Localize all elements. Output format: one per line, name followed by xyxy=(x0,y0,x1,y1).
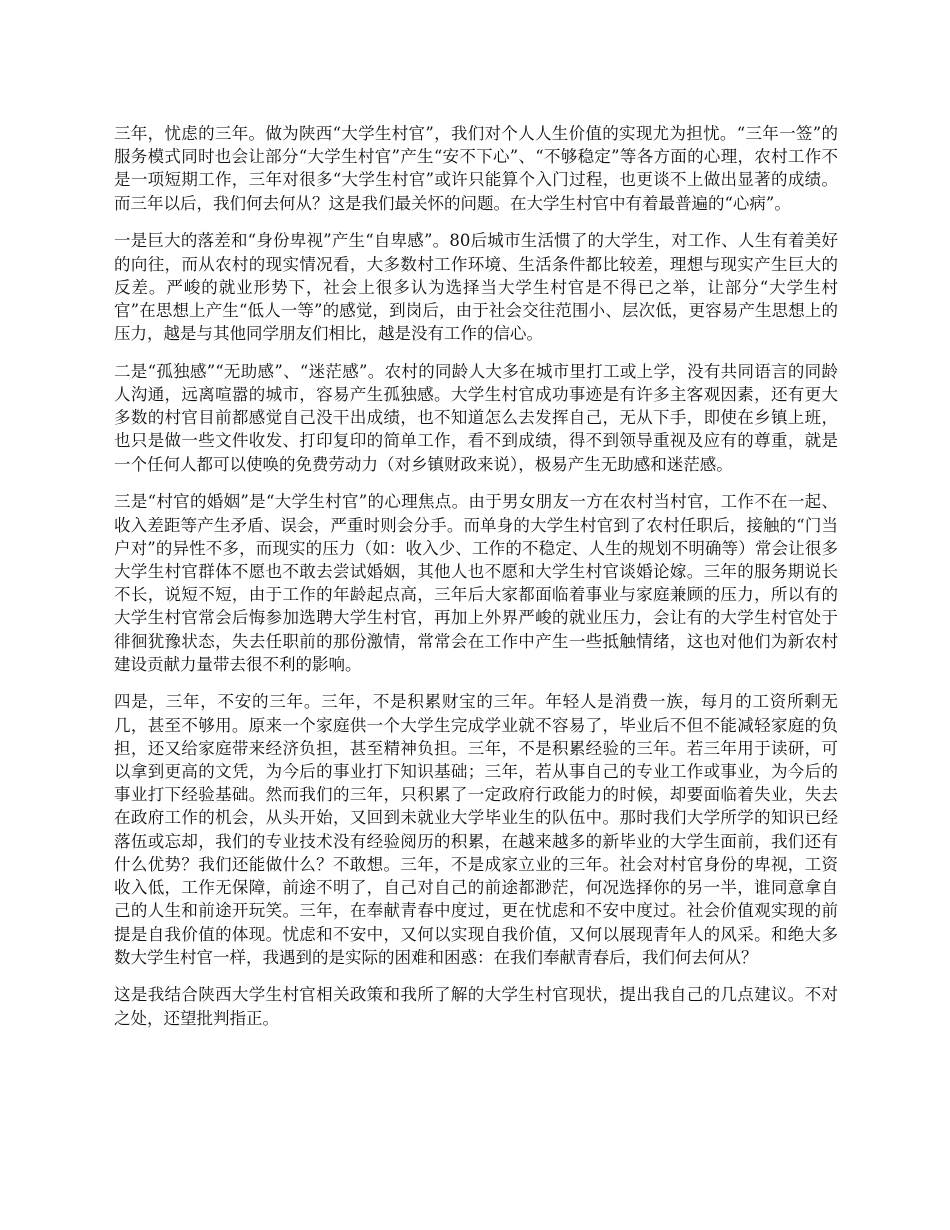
paragraph-point-two: 二是“孤独感”“无助感”、“迷茫感”。农村的同龄人大多在城市里打工或上学，没有共同语言的同龄人沟通，远离喧嚣的城市，容易产生孤独感。大学生村官成功事迹是有许多主客观因素，还有更大多数的村官目前都感觉自己没干出成绩，也不知道怎么去发挥自己，无从下手，即使在乡镇上班，也只是做一些文件收发、打印复印的简单工作，看不到成绩，得不到领导重视及应有的尊重，就是一个任何人都可以使唤的免费劳动力（对乡镇财政来说），极易产生无助感和迷茫感。 xyxy=(114,361,838,474)
paragraph-point-four: 四是，三年，不安的三年。三年，不是积累财宝的三年。年轻人是消费一族，每月的工资所剩无几，甚至不够用。原来一个家庭供一个大学生完成学业就不容易了，毕业后不但不能减轻家庭的负担，还又给家庭带来经济负担，甚至精神负担。三年，不是积累经验的三年。若三年用于读研，可以拿到更高的文凭，为今后的事业打下知识基础；三年，若从事自己的专业工作或事业，为今后的事业打下经验基础。然而我们的三年，只积累了一定政府行政能力的时候，却要面临着失业，失去在政府工作的机会，从头开始，又回到未就业大学毕业生的队伍中。那时我们大学所学的知识已经落伍或忘却，我们的专业技术没有经验阅历的积累，在越来越多的新毕业的大学生面前，我们还有什么优势？我们还能做什么？不敢想。三年，不是成家立业的三年。社会对村官身份的卑视，工资收入低，工作无保障，前途不明了，自己对自己的前途都渺茫，何况选择你的另一半，谁同意拿自己的人生和前途开玩笑。三年，在奉献青春中度过，更在忧虑和不安中度过。社会价值观实现的前提是自我价值的体现。忧虑和不安中，又何以实现自我价值，又何以展现青年人的风采。和绝大多数大学生村官一样，我遇到的是实际的困难和困惑：在我们奉献青春后，我们何去何从？ xyxy=(114,692,838,967)
paragraph-intro: 三年，忧虑的三年。做为陕西“大学生村官”，我们对个人人生价值的实现尤为担忧。“三年一签”的服务模式同时也会让部分“大学生村官”产生“安不下心”、“不够稳定”等各方面的心理，农村工作不是一项短期工作，三年对很多“大学生村官”或许只能算个入门过程，也更谈不上做出显著的成绩。而三年以后，我们何去何从？这是我们最关怀的问题。在大学生村官中有着最普遍的“心病”。 xyxy=(114,124,838,213)
paragraph-conclusion: 这是我结合陕西大学生村官相关政策和我所了解的大学生村官现状，提出我自己的几点建议。不对之处，还望批判指正。 xyxy=(114,985,838,1028)
paragraph-point-one: 一是巨大的落差和“身份卑视”产生“自卑感”。80后城市生活惯了的大学生，对工作、人生有着美好的向往，而从农村的现实情况看，大多数村工作环境、生活条件都比较差，理想与现实产生巨大的反差。严峻的就业形势下，社会上很多认为选择当大学生村官是不得已之举，让部分“大学生村官”在思想上产生“低人一等”的感觉，到岗后，由于社会交往范围小、层次低，更容易产生思想上的压力，越是与其他同学朋友们相比，越是没有工作的信心。 xyxy=(114,231,838,344)
paragraph-point-three: 三是“村官的婚姻”是“大学生村官”的心理焦点。由于男女朋友一方在农村当村官，工作不在一起、收入差距等产生矛盾、误会，严重时则会分手。而单身的大学生村官到了农村任职后，接触的“门当户对”的异性不多，而现实的压力（如：收入少、工作的不稳定、人生的规划不明确等）常会让很多大学生村官群体不愿也不敢去尝试婚姻，其他人也不愿和大学生村官谈婚论嫁。三年的服务期说长不长，说短不短，由于工作的年龄起点高，三年后大家都面临着事业与家庭兼顾的压力，所以有的大学生村官常会后悔参加选聘大学生村官，再加上外界严峻的就业压力，会让有的大学生村官处于徘徊犹豫状态，失去任职前的那份激情，常常会在工作中产生一些抵触情绪，这也对他们为新农村建设贡献力量带去很不利的影响。 xyxy=(114,492,838,674)
document-body xyxy=(114,122,838,1044)
